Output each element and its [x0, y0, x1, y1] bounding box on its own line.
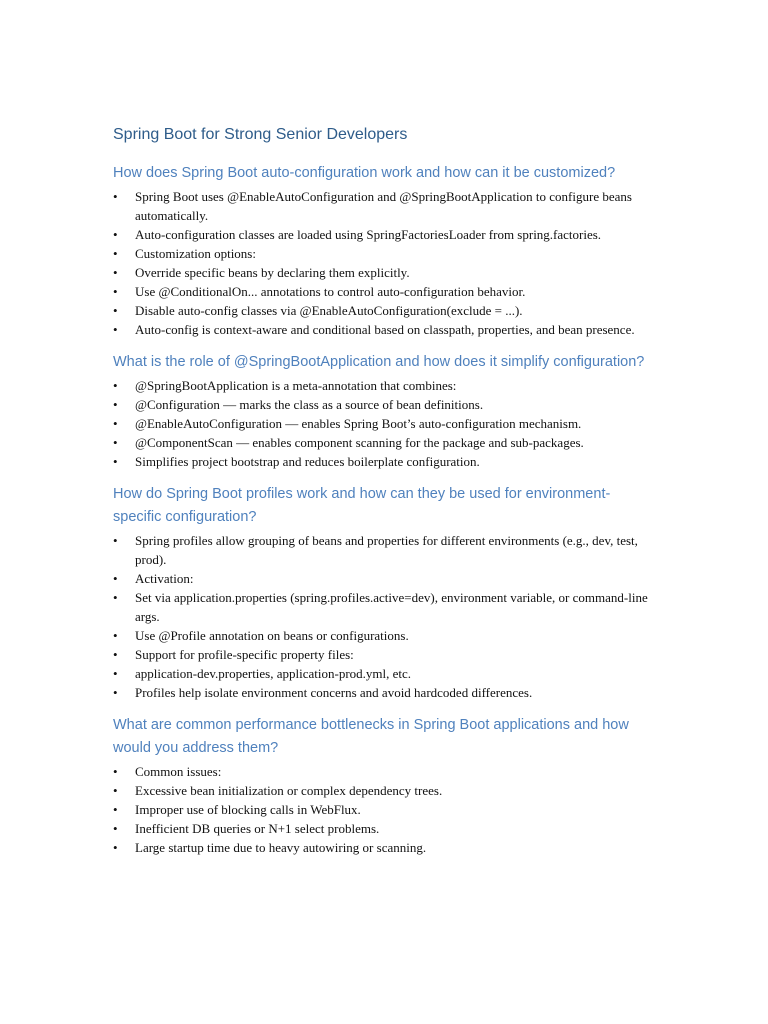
- list-item: • Spring profiles allow grouping of beans and properties for different environments (e.g., dev, test, prod).: [113, 533, 638, 567]
- bullet-icon: •: [113, 533, 118, 548]
- bullet-icon: •: [113, 628, 118, 643]
- bullet-icon: •: [113, 265, 118, 280]
- bullet-icon: •: [113, 802, 118, 817]
- list-item: • Common issues:: [113, 764, 222, 779]
- list-item: • Use @Profile annotation on beans or configurations.: [113, 628, 409, 643]
- bullet-icon: •: [113, 435, 118, 450]
- bullet-icon: •: [113, 590, 118, 605]
- list-item: • Disable auto-config classes via @EnableAutoConfiguration(exclude = ...).: [113, 303, 523, 318]
- bullet-icon: •: [113, 666, 118, 681]
- list-item: • Auto-configuration classes are loaded using SpringFactoriesLoader from spring.factories.: [113, 227, 602, 242]
- list-item: • Auto-config is context-aware and conditional based on classpath, properties, and bean presence.: [113, 322, 635, 337]
- list-item: • @ComponentScan — enables component scanning for the package and sub-packages.: [113, 435, 584, 450]
- list-item: • Profiles help isolate environment concerns and avoid hardcoded differences.: [113, 685, 533, 700]
- bullet-icon: •: [113, 416, 118, 431]
- bullet-icon: •: [113, 685, 118, 700]
- bullet-icon: •: [113, 303, 118, 318]
- bullet-icon: •: [113, 571, 118, 586]
- list-item: • Improper use of blocking calls in WebFlux.: [113, 802, 361, 817]
- section-performance: [113, 714, 658, 857]
- bullet-list: [113, 762, 658, 857]
- list-item: • Override specific beans by declaring them explicitly.: [113, 265, 410, 280]
- list-item: • Excessive bean initialization or complex dependency trees.: [113, 783, 443, 798]
- bullet-icon: •: [113, 397, 118, 412]
- list-item: • Activation:: [113, 571, 194, 586]
- section-heading: What are common performance bottlenecks in Spring Boot applications and how would you address them?: [113, 717, 629, 756]
- bullet-icon: •: [113, 454, 118, 469]
- section-heading: How does Spring Boot auto-configuration work and how can it be customized?: [113, 165, 616, 181]
- list-item: • application-dev.properties, application-prod.yml, etc.: [113, 666, 412, 681]
- list-item: • Support for profile-specific property files:: [113, 647, 354, 662]
- list-item: • Large startup time due to heavy autowiring or scanning.: [113, 840, 427, 855]
- list-item: • Customization options:: [113, 246, 256, 261]
- document-title: Spring Boot for Strong Senior Developers: [113, 126, 408, 143]
- section-autoconfig: [113, 162, 658, 339]
- list-item: • Spring Boot uses @EnableAutoConfiguration and @SpringBootApplication to configure beans automatically.: [113, 189, 632, 223]
- list-item: • Simplifies project bootstrap and reduces boilerplate configuration.: [113, 454, 480, 469]
- section-springbootapplication: [113, 351, 658, 471]
- bullet-list: [113, 187, 658, 339]
- bullet-icon: •: [113, 840, 118, 855]
- bullet-icon: •: [113, 764, 118, 779]
- list-item: • Use @ConditionalOn... annotations to control auto-configuration behavior.: [113, 284, 526, 299]
- list-item: • @EnableAutoConfiguration — enables Spring Boot’s auto-configuration mechanism.: [113, 416, 582, 431]
- list-item: • @Configuration — marks the class as a source of bean definitions.: [113, 397, 484, 412]
- bullet-list: [113, 376, 658, 471]
- section-heading: How do Spring Boot profiles work and how can they be used for environment-specific configuration?: [113, 486, 611, 525]
- bullet-icon: •: [113, 378, 118, 393]
- list-item: • Set via application.properties (spring.profiles.active=dev), environment variable, or command-line args.: [113, 590, 648, 624]
- bullet-list: [113, 531, 658, 702]
- bullet-icon: •: [113, 783, 118, 798]
- bullet-icon: •: [113, 322, 118, 337]
- bullet-icon: •: [113, 189, 118, 204]
- list-item: • Inefficient DB queries or N+1 select problems.: [113, 821, 380, 836]
- bullet-icon: •: [113, 227, 118, 242]
- bullet-icon: •: [113, 647, 118, 662]
- section-profiles: [113, 483, 658, 702]
- bullet-icon: •: [113, 821, 118, 836]
- list-item: • @SpringBootApplication is a meta-annotation that combines:: [113, 378, 457, 393]
- bullet-icon: •: [113, 284, 118, 299]
- section-heading: What is the role of @SpringBootApplication and how does it simplify configuration?: [113, 354, 645, 370]
- bullet-icon: •: [113, 246, 118, 261]
